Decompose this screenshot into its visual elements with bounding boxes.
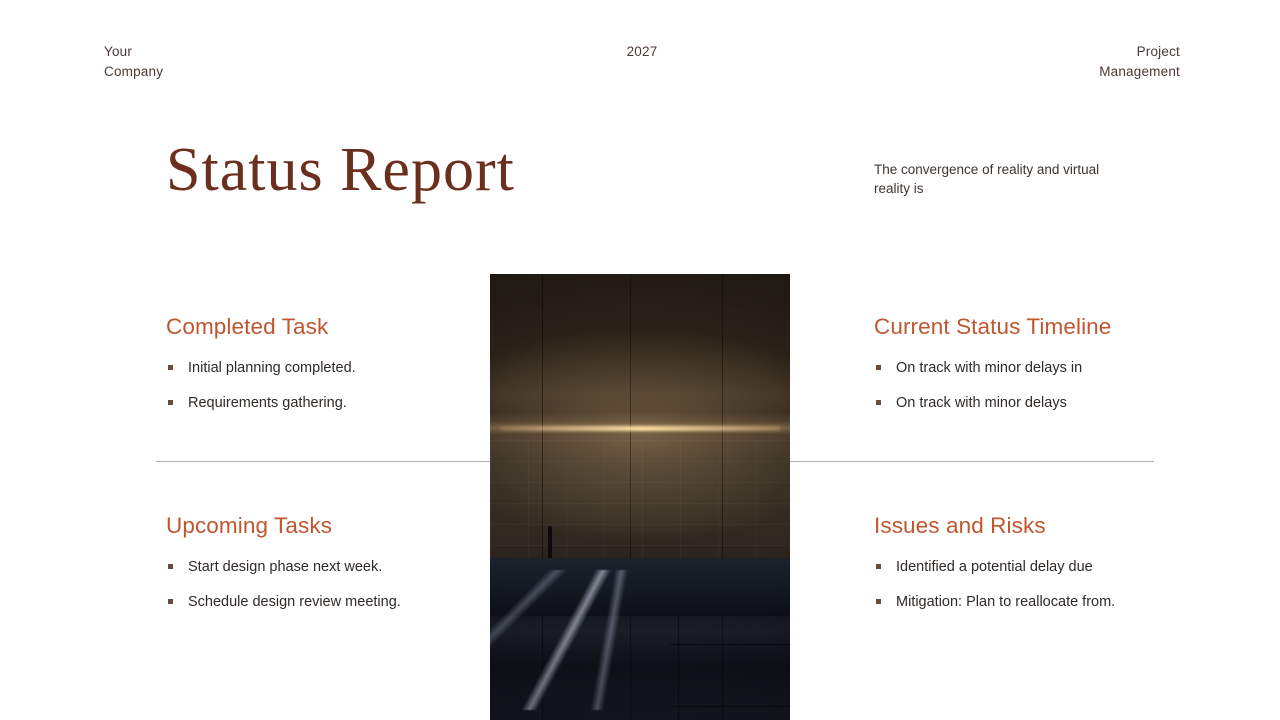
page-title: Status Report: [166, 136, 515, 204]
list-item-text: On track with minor delays: [896, 395, 1067, 411]
company-label: Your Company: [104, 44, 164, 79]
section-heading: Current Status Timeline: [874, 314, 1112, 339]
subtitle-text: The convergence of reality and virtual reality is: [874, 162, 1100, 196]
square-bullet-icon: [168, 599, 173, 604]
square-bullet-icon: [876, 400, 881, 405]
list-item-text: Initial planning completed.: [188, 360, 356, 376]
bullet-list: [166, 359, 466, 413]
list-item: [166, 394, 466, 413]
list-item: [874, 359, 1174, 378]
square-bullet-icon: [168, 400, 173, 405]
section-heading: Issues and Risks: [874, 513, 1046, 538]
section-heading: Upcoming Tasks: [166, 513, 333, 538]
square-bullet-icon: [876, 365, 881, 370]
section-heading: Completed Task: [166, 314, 329, 339]
list-item-text: Start design phase next week.: [188, 559, 383, 575]
section-current-status-timeline: [874, 313, 1174, 413]
section-upcoming-tasks: [166, 512, 476, 612]
list-item-text: Mitigation: Plan to reallocate from.: [896, 594, 1116, 610]
square-bullet-icon: [876, 599, 881, 604]
list-item: [166, 593, 476, 612]
list-item-text: Requirements gathering.: [188, 395, 347, 411]
photo-vignette: [490, 274, 790, 720]
list-item: [874, 394, 1174, 413]
list-item: [166, 558, 476, 577]
square-bullet-icon: [876, 564, 881, 569]
square-bullet-icon: [168, 564, 173, 569]
list-item-text: Schedule design review meeting.: [188, 594, 401, 610]
bullet-list: [874, 359, 1174, 413]
list-item-text: On track with minor delays in: [896, 360, 1083, 376]
list-item: [166, 359, 466, 378]
section-issues-and-risks: [874, 512, 1184, 612]
year-label: 2027: [626, 44, 658, 59]
slide-header: [104, 42, 1180, 82]
bullet-list: [166, 558, 476, 612]
kitchen-photo: [490, 274, 790, 720]
list-item-text: Identified a potential delay due: [896, 559, 1093, 575]
square-bullet-icon: [168, 365, 173, 370]
department-label: Project Management: [1099, 44, 1180, 79]
bullet-list: [874, 558, 1184, 612]
section-completed-task: [166, 313, 466, 413]
list-item: [874, 558, 1184, 577]
list-item: [874, 593, 1184, 612]
